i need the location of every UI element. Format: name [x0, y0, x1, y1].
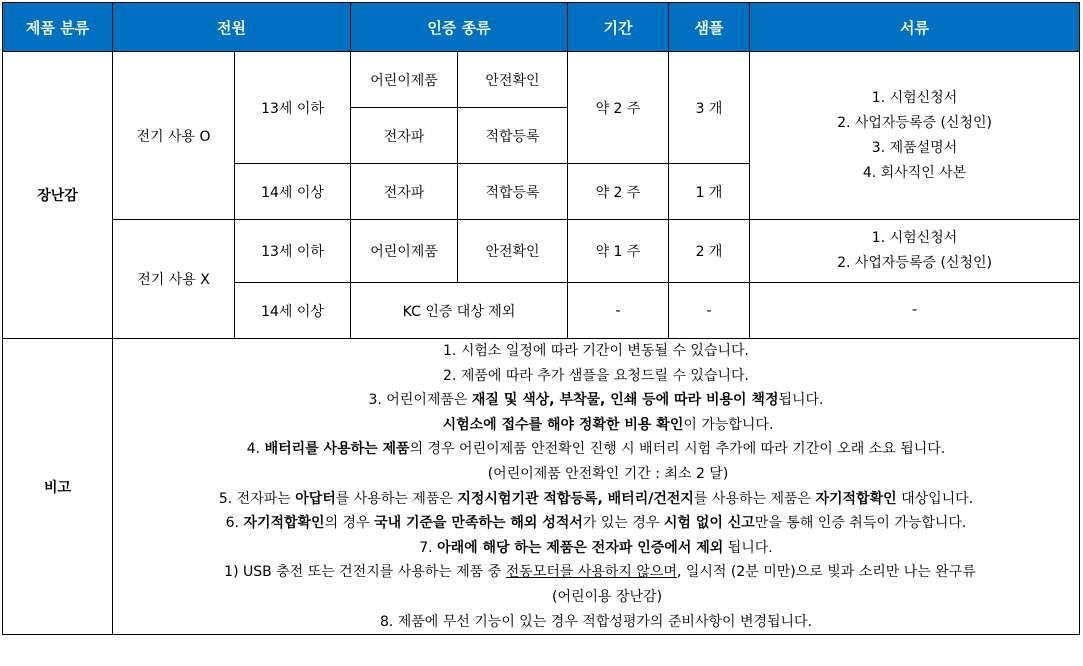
note-4-continued: (어린이제품 안전확인 기간 : 최소 2 달) [487, 465, 729, 482]
cert-kind-cell: 적합등록 [458, 108, 568, 164]
note-3: 3. 어린이제품은 재질 및 색상, 부착물, 인쇄 등에 따라 비용이 책정됩니다. [368, 392, 824, 409]
document-item: 2. 사업자등록증 (신청인) [837, 114, 992, 131]
header-period: 기간 [568, 3, 669, 52]
period-cell: 약 2 주 [568, 164, 669, 220]
note-1: 1. 시험소 일정에 따라 기간이 변동될 수 있습니다. [443, 343, 749, 359]
document-item: 1. 시험신청서 [871, 230, 958, 246]
note-6: 6. 자기적합확인의 경우 국내 기준을 만족하는 해외 성적서가 있는 경우 시험 없이 신고만을 통해 인증 취득이 가능합니다. [225, 515, 967, 532]
age-cell: 14세 이상 [235, 164, 351, 220]
sample-cell: 3 개 [669, 52, 750, 164]
note-2: 2. 제품에 따라 추가 샘플을 요청드릴 수 있습니다. [443, 367, 749, 384]
cert-kind-cell: 안전확인 [458, 52, 568, 108]
notes-label: 비고 [3, 339, 113, 635]
document-item: 4. 회사직인 사본 [862, 164, 967, 181]
note-5: 5. 전자파는 아답터를 사용하는 제품은 지정시험기관 적합등록, 배터리/건전지를 사용하는 제품은 자기적합확인 대상입니다. [218, 490, 974, 507]
cert-product-cell: 어린이제품 [351, 52, 458, 108]
header-cert-type: 인증 종류 [351, 3, 568, 52]
note-8: 8. 제품에 무선 기능이 있는 경우 적합성평가의 준비사항이 변경됩니다. [379, 613, 813, 630]
note-4: 4. 배터리를 사용하는 제품의 경우 어린이제품 안전확인 진행 시 배터리 시험 추가에 따라 기간이 오래 소요 됩니다. [246, 441, 946, 458]
document-item: 2. 사업자등록증 (신청인) [837, 255, 992, 271]
header-documents: 서류 [750, 3, 1080, 52]
sample-cell: - [669, 283, 750, 339]
header-sample: 샘플 [669, 3, 750, 52]
document-item: 1. 시험신청서 [871, 89, 958, 106]
header-category: 제품 분류 [3, 3, 113, 52]
power-cell: 전기 사용 O [113, 52, 235, 220]
period-cell: 약 1 주 [568, 220, 669, 283]
power-cell: 전기 사용 X [113, 220, 235, 339]
age-cell: 13세 이하 [235, 220, 351, 283]
document-item: 3. 제품설명서 [871, 139, 958, 156]
cert-kind-cell: 적합등록 [458, 164, 568, 220]
documents-cell [750, 220, 1080, 283]
cert-excluded-cell: KC 인증 대상 제외 [351, 283, 568, 339]
cert-product-cell: 전자파 [351, 108, 458, 164]
note-3-continued: 시험소에 접수를 해야 정확한 비용 확인이 가능합니다. [442, 416, 774, 433]
cert-product-cell: 어린이제품 [351, 220, 458, 283]
documents-cell: - [750, 283, 1080, 339]
certification-table [2, 2, 1080, 635]
sample-cell: 1 개 [669, 164, 750, 220]
documents-cell [750, 52, 1080, 220]
note-7-1-continued: (어린이용 장난감) [551, 588, 663, 605]
note-7-1: 1) USB 충전 또는 건전지를 사용하는 제품 중 전동모터를 사용하지 않으며, 일시적 (2분 미만)으로 빛과 소리만 나는 완구류 [224, 564, 976, 581]
age-cell: 13세 이하 [235, 52, 351, 164]
cert-product-cell: 전자파 [351, 164, 458, 220]
category-cell: 장난감 [3, 52, 113, 339]
period-cell: 약 2 주 [568, 52, 669, 164]
cert-kind-cell: 안전확인 [458, 220, 568, 283]
header-power: 전원 [113, 3, 351, 52]
notes-cell [113, 339, 1080, 635]
age-cell: 14세 이상 [235, 283, 351, 339]
note-7: 7. 아래에 해당 하는 제품은 전자파 인증에서 제외 됩니다. [419, 539, 773, 556]
sample-cell: 2 개 [669, 220, 750, 283]
period-cell: - [568, 283, 669, 339]
